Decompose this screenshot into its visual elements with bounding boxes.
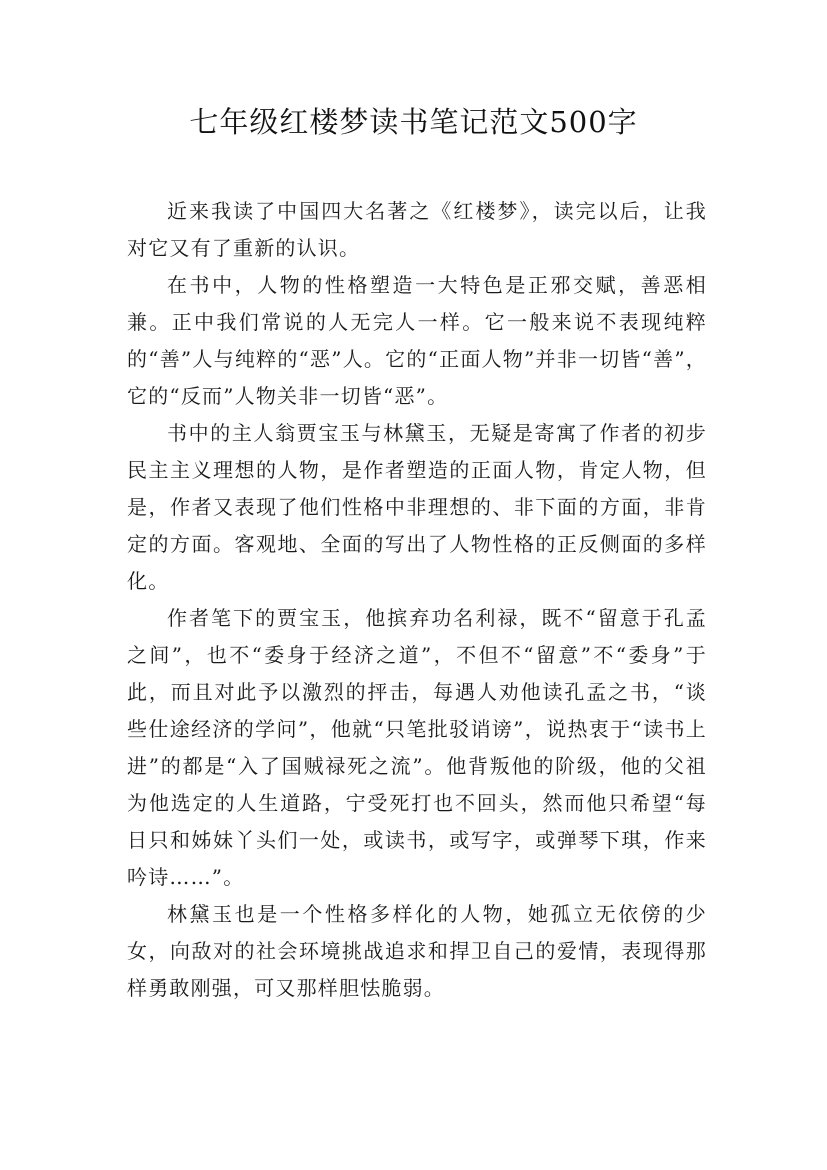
paragraph: 作者笔下的贾宝玉，他摈弃功名利禄，既不“留意于孔孟之间”，也不“委身于经济之道”，不但不“留意”不“委身”于此，而且对此予以激烈的抨击，每遇人劝他读孔孟之书，“谈些仕途经济的学问”，他就“只笔批驳诮谤”，说热衷于“读书上进”的都是“入了国贼禄死之流”。他背叛他的阶级，他的父祖为他选定的人生道路，宁受死打也不回头，然而他只希望“每日只和姊妹丫头们一处，或读书，或写字，或弹琴下琪，作来吟诗……”。	[127, 606, 707, 889]
document-body	[127, 193, 707, 1007]
paragraph: 林黛玉也是一个性格多样化的人物，她孤立无依傍的少女，向敌对的社会环境挑战追求和捍卫自己的爱情，表现得那样勇敢刚强，可又那样胆怯脆弱。	[127, 902, 707, 1000]
paragraph: 书中的主人翁贾宝玉与林黛玉，无疑是寄寓了作者的初步民主主义理想的人物，是作者塑造的正面人物，肯定人物，但是，作者又表现了他们性格中非理想的、非下面的方面，非肯定的方面。客观地、全面的写出了人物性格的正反侧面的多样化。	[127, 421, 707, 593]
paragraph: 在书中，人物的性格塑造一大特色是正邪交赋，善恶相兼。正中我们常说的人无完人一样。它一般来说不表现纯粹的“善”人与纯粹的“恶”人。它的“正面人物”并非一切皆“善”，它的“反而”人物关非一切皆“恶”。	[127, 273, 707, 408]
document-title: 七年级红楼梦读书笔记范文500字	[189, 105, 638, 139]
paragraph: 近来我读了中国四大名著之《红楼梦》，读完以后，让我对它又有了重新的认识。	[127, 199, 707, 260]
